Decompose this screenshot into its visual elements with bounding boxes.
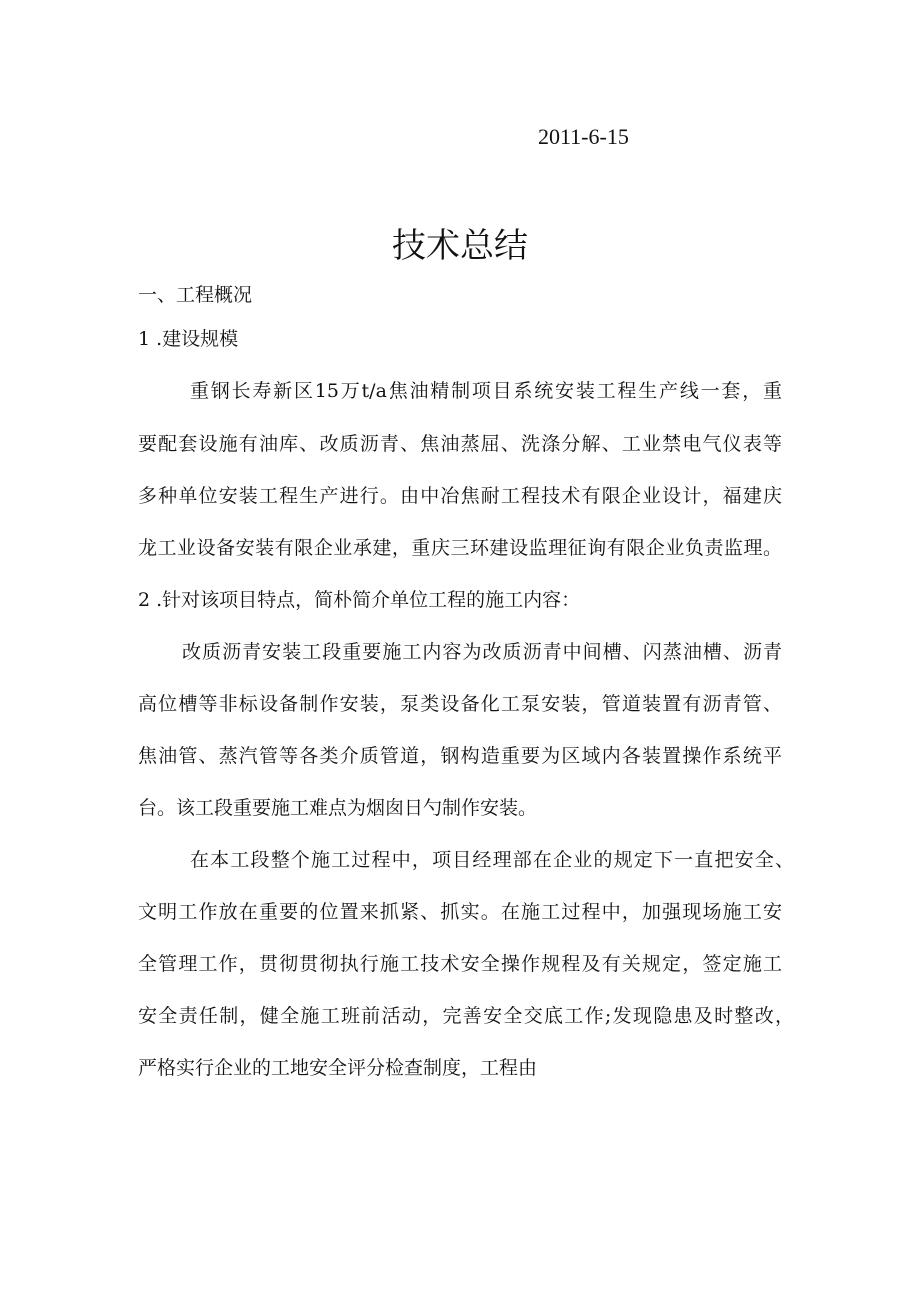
paragraph-line: 改质沥青安装工段重要施工内容为改质沥青中间槽、闪蒸油槽、沥青 xyxy=(182,641,782,663)
paragraph-line: 文明工作放在重要的位置来抓紧、抓实。在施工过程中，加强现场施工安 xyxy=(138,901,782,923)
section-heading-overview: 一、工程概况 xyxy=(138,284,253,306)
item-heading-construction-scale: 1 .建设规模 xyxy=(138,328,239,350)
document-date: 2011-6-15 xyxy=(538,124,629,149)
paragraph-line: 焦油管、蒸汽管等各类介质管道，钢构造重要为区域内各装置操作系统平 xyxy=(138,745,782,767)
paragraph-line: 安全责任制，健全施工班前活动，完善安全交底工作;发现隐患及时整改， xyxy=(138,1005,794,1027)
paragraph-line: 高位槽等非标设备制作安装，泵类设备化工泵安装，管道装置有沥青管、 xyxy=(138,693,782,715)
paragraph-line: 在本工段整个施工过程中，项目经理部在企业的规定下一直把安全、 xyxy=(190,849,794,871)
paragraph-line: 重钢长寿新区15万t/a焦油精制项目系统安装工程生产线一套，重 xyxy=(190,380,782,402)
paragraph-line: 多种单位安装工程生产进行。由中冶焦耐工程技术有限企业设计，福建庆 xyxy=(138,485,782,507)
item-heading-construction-content: 2 .针对该项目特点，简朴简介单位工程的施工内容： xyxy=(138,589,581,611)
paragraph-line: 要配套设施有油库、改质沥青、焦油蒸屈、洗涤分解、工业禁电气仪表等 xyxy=(138,433,782,455)
paragraph-line: 龙工业设备安装有限企业承建，重庆三环建设监理征询有限企业负责监理。 xyxy=(138,537,782,559)
paragraph-line: 全管理工作，贯彻贯彻执行施工技术安全操作规程及有关规定，签定施工 xyxy=(138,953,782,975)
paragraph-line: 严格实行企业的工地安全评分检查制度，工程由 xyxy=(138,1057,538,1079)
document-title: 技术总结 xyxy=(392,226,528,266)
paragraph-line: 台。该工段重要施工难点为烟囱日勺制作安装。 xyxy=(138,797,538,819)
